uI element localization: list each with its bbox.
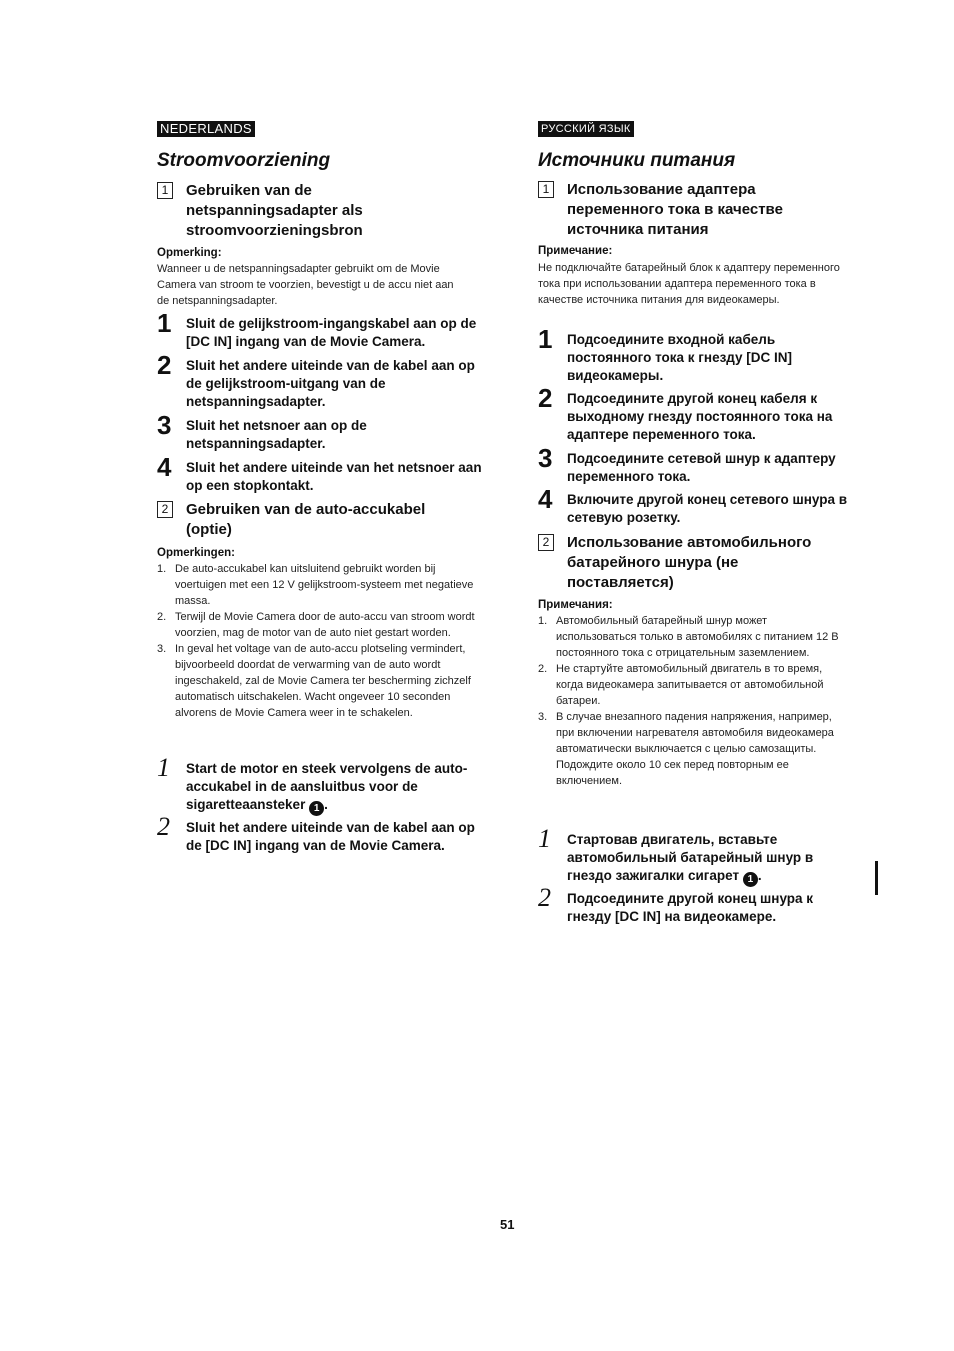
step-2	[157, 350, 487, 411]
step-text: Подсоедините сетевой шнур к адаптеру переменного тока.	[567, 451, 836, 484]
step-text: Sluit het andere uiteinde van de kabel aan op de [DC IN] ingang van de Movie Camera.	[186, 820, 475, 853]
list-item-text: Terwijl de Movie Camera door de auto-accu van stroom wordt voorzien, mag de motor van de auto niet gestart worden.	[175, 611, 475, 639]
list-item-text: Автомобильный батарейный шнур может использоваться только в автомобилях с питанием 12 В постоянного тока с отрицательным заземлением.	[556, 615, 839, 659]
step-text: Включите другой конец сетевого шнура в сетевую розетку.	[567, 492, 847, 525]
step-number: 1	[538, 324, 553, 354]
step-number: 2	[538, 883, 551, 912]
step-text-body: Start de motor en steek vervolgens de auto-accukabel in de aansluitbus voor de sigaretteaansteker	[186, 761, 468, 812]
list-item-number: 2.	[157, 611, 167, 623]
list-item	[538, 613, 848, 661]
note-text: Wanneer u de netspanningsadapter gebruikt om de Movie Camera van stroom te voorzien, bevestigt u de accu niet aan de netspanningsadapter.	[157, 263, 454, 307]
step-number: 3	[538, 443, 553, 473]
step-1-car	[538, 824, 866, 887]
step-number: 1	[538, 824, 551, 853]
step-number: 3	[157, 410, 172, 440]
list-item	[157, 641, 479, 721]
step-text-body: Стартовав двигатель, вставьте автомобильный батарейный шнур в гнездо зажигалки сигарет	[567, 832, 814, 883]
section-number-box: 2	[157, 501, 173, 518]
step-2-car	[538, 883, 866, 926]
section-1-heading	[538, 180, 866, 240]
step-2-car	[157, 812, 487, 855]
step-1-car	[157, 753, 487, 816]
language-tab-nederlands: NEDERLANDS	[157, 121, 255, 137]
step-4	[157, 452, 487, 495]
list-item-text: Не стартуйте автомобильный двигатель в то время, когда видеокамера запитывается от автомобильной батареи.	[556, 663, 824, 707]
step-number: 1	[157, 753, 170, 782]
section-2-heading	[157, 500, 487, 540]
step-number: 2	[538, 383, 553, 413]
marker-1-icon: 1	[743, 872, 758, 887]
section-1-heading	[157, 181, 487, 241]
language-tab-russian: РУССКИЙ ЯЗЫК	[538, 121, 634, 137]
margin-bar	[875, 861, 878, 895]
step-2	[538, 383, 866, 444]
step-number: 1	[157, 308, 172, 338]
list-item-number: 1.	[157, 563, 167, 575]
step-number: 4	[538, 484, 553, 514]
section-number-box: 1	[538, 181, 554, 198]
list-item	[157, 609, 479, 641]
step-text: Start de motor en steek vervolgens de auto-accukabel in de aansluitbus voor de sigaretteaansteker 1 .	[186, 761, 468, 814]
step-1	[157, 308, 487, 351]
step-number: 2	[157, 812, 170, 841]
list-item	[157, 561, 479, 609]
step-text: Подсоедините входной кабель постоянного тока к гнезду [DC IN] видеокамеры.	[567, 332, 793, 383]
step-3	[538, 443, 866, 486]
page-number: 51	[500, 1217, 515, 1232]
note-label: Примечание:	[538, 245, 613, 257]
step-number: 4	[157, 452, 172, 482]
step-text: Подсоедините другой конец шнура к гнезду [DC IN] на видеокамере.	[567, 891, 814, 924]
step-3	[157, 410, 487, 453]
section-number-box: 1	[157, 182, 173, 199]
list-item	[538, 661, 848, 709]
step-text: Sluit het andere uiteinde van het netsnoer aan op een stopkontakt.	[186, 460, 482, 493]
notes-label: Opmerkingen:	[157, 547, 235, 559]
section-heading-text: Использование автомобильного батарейного шнура (не поставляется)	[567, 534, 812, 591]
section-title: Источники питания	[538, 150, 736, 171]
list-item-number: 1.	[538, 615, 548, 627]
list-item-number: 3.	[157, 643, 167, 655]
step-text: Sluit het andere uiteinde van de kabel aan op de gelijkstroom-uitgang van de netspanningsadapter.	[186, 358, 475, 409]
step-number: 2	[157, 350, 172, 380]
section-heading-text: Использование адаптера переменного тока в качестве источника питания	[567, 181, 783, 238]
list-item-number: 2.	[538, 663, 548, 675]
list-item	[538, 709, 848, 789]
section-number-box: 2	[538, 534, 554, 551]
list-item-number: 3.	[538, 711, 548, 723]
notes-label: Примечания:	[538, 599, 613, 611]
step-text: Подсоедините другой конец кабеля к выходному гнезду постоянного тока на адаптере переменного тока.	[567, 391, 833, 442]
marker-1-icon: 1	[309, 801, 324, 816]
step-1	[538, 324, 866, 385]
list-item-text: В случае внезапного падения напряжения, например, при включении нагревателя автомобиля видеокамера автоматически выключается с целью самозащиты. Подождите около 10 сек перед повторным ее включением.	[556, 711, 834, 787]
section-heading-text: Gebruiken van de netspanningsadapter als stroomvoorzieningsbron	[186, 182, 363, 239]
notes-list	[157, 561, 479, 721]
note-text: Не подключайте батарейный блок к адаптеру переменного тока при использовании адаптера переменного тока в качестве источника питания для видеокамеры.	[538, 262, 840, 306]
step-4	[538, 484, 866, 527]
step-text: Sluit de gelijkstroom-ingangskabel aan op de [DC IN] ingang van de Movie Camera.	[186, 316, 477, 349]
step-text: Стартовав двигатель, вставьте автомобильный батарейный шнур в гнездо зажигалки сигарет 1 .	[567, 832, 814, 885]
section-title: Stroomvoorziening	[157, 150, 331, 171]
list-item-text: In geval het voltage van de auto-accu plotseling vermindert, bijvoorbeeld doordat de verwarming van de auto wordt ingeschakeld, zal de Movie Camera ter bescherming zichzelf automatisch uitschakelen. Wacht ongeveer 10 seconden alvorens de Movie Camera weer in te schakelen.	[175, 643, 471, 719]
notes-list	[538, 613, 848, 789]
section-heading-text: Gebruiken van de auto-accukabel (optie)	[186, 501, 426, 538]
list-item-text: De auto-accukabel kan uitsluitend gebruikt worden bij voertuigen met een 12 V gelijkstroom-systeem met negatieve massa.	[175, 563, 474, 607]
section-2-heading	[538, 533, 866, 593]
note-label: Opmerking:	[157, 247, 222, 259]
step-text: Sluit het netsnoer aan op de netspanningsadapter.	[186, 418, 367, 451]
